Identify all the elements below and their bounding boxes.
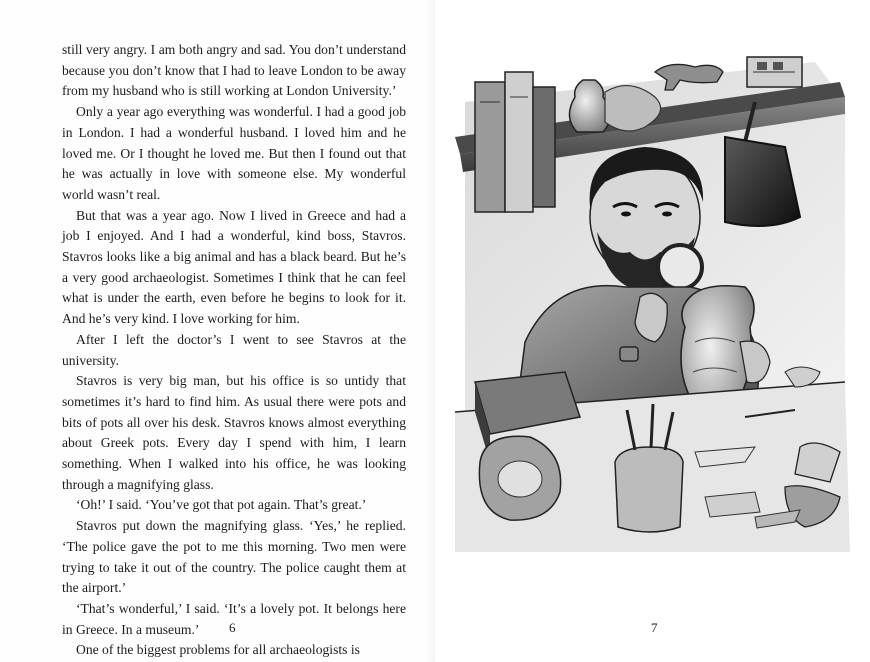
man-with-magnifying-glass-illustration: [455, 42, 850, 552]
paragraph: One of the biggest problems for all archaeologists is: [76, 642, 360, 658]
page-number-right: 7: [651, 620, 658, 635]
paragraph: still very angry. I am both angry and sad. You don’t understand because you don’t know that I had to leave London to be away from my husband who is still working at London University.’: [62, 42, 406, 99]
right-page: [435, 0, 870, 662]
paragraph: After I left the doctor’s I went to see Stavros at the university.: [62, 331, 406, 368]
body-text: [62, 40, 406, 661]
paragraph: Stavros is very big man, but his office is so untidy that sometimes it’s hard to find him. As usual there were pots and bits of pots all over his desk. Stavros knows almost everything about Greek pots. Every day I spend with him, I learn something. When I walked into his office, he was looking through a magnifying glass.: [62, 373, 406, 492]
page-number-left: 6: [229, 620, 236, 635]
paragraph: Stavros put down the magnifying glass. ‘Yes,’ he replied. ‘The police gave the pot to me this morning. Two men were trying to take it out of the country. The police caught them at the airport.’: [62, 518, 406, 596]
paragraph: ‘Oh!’ I said. ‘You’ve got that pot again. That’s great.’: [76, 497, 367, 513]
paragraph: ‘That’s wonderful,’ I said. ‘It’s a lovely pot. It belongs here in Greece. In a museum.’: [62, 600, 406, 637]
paragraph: Only a year ago everything was wonderful. I had a good job in London. I had a wonderful husband. I loved him and he loved me. Or I thought he loved me. But then I found out that he was actually in love with someone else. My wonderful world wasn’t real.: [62, 104, 406, 202]
paragraph: But that was a year ago. Now I lived in Greece and had a job I enjoyed. And I had a wonderful, kind boss, Stavros. Stavros looks like a big animal and has a black beard. But he’s a very good archaeologist. Sometimes I think that he can feel what is under the earth, even before he begins to look for it. And he’s very kind. I love working for him.: [62, 207, 406, 327]
